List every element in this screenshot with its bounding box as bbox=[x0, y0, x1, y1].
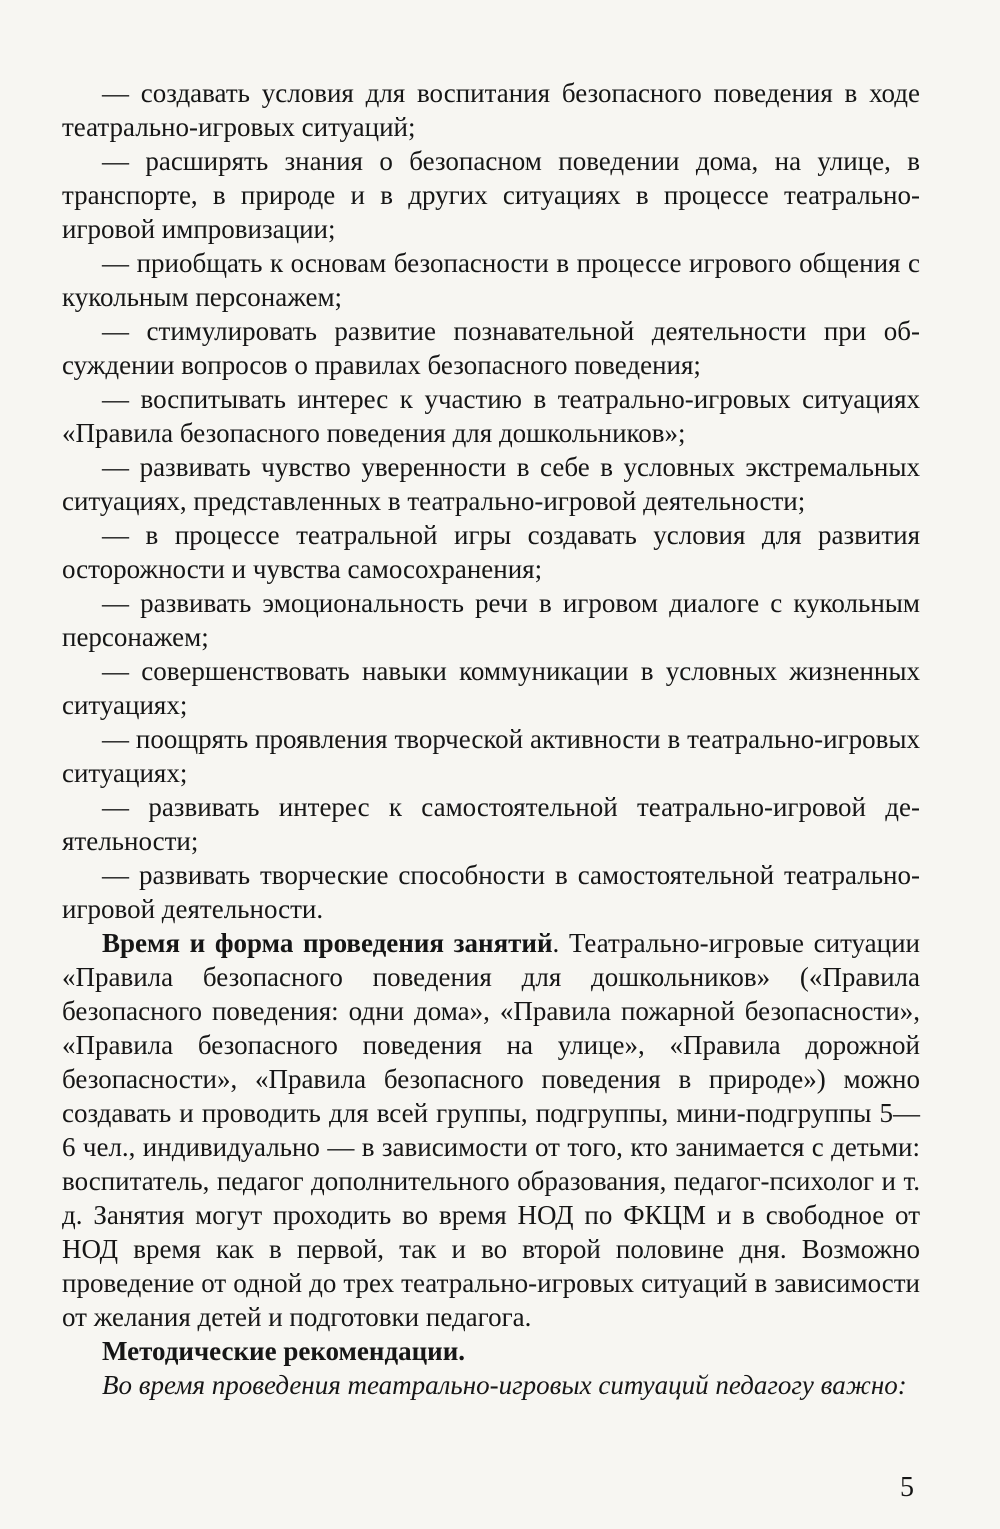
list-item-text: стимулировать развитие познавательной деятельности при обсуждении вопросов о правилах безопасного поведения; bbox=[62, 316, 920, 380]
time-and-form-text: . Театрально-игровые ситуации «Правила безопасного поведения для дошкольников» («Правила безопасного поведения: одни дома», «Правила пожарной безопасности», «Правила безопасного поведения на улице», «Правила дорожной безопасности», «Правила безопасного поведения в природе») можно создавать и проводить для всей группы, подгруппы, мини-подгруппы 5—6 чел., индивидуально — в зависимости от того, кто занимается с детьми: воспитатель, педагог дополнительного образования, педагог-психолог и т. д. Занятия могут проходить во время НОД по ФКЦМ и в свободное от НОД время как в первой, так и во второй половине дня. Возможно проведение от одной до трех театрально-игровых ситуаций в зависимости от желания детей и подготовки педагога. bbox=[62, 928, 920, 1332]
bullet-dash: — bbox=[102, 384, 129, 414]
list-item bbox=[62, 144, 920, 246]
list-item bbox=[62, 586, 920, 654]
list-item-text: совершенствовать навыки коммуникации в условных жизненных ситуациях; bbox=[62, 656, 920, 720]
time-and-form-paragraph bbox=[62, 926, 920, 1334]
list-item-text: создавать условия для воспитания безопасного поведения в ходе театрально-игровых ситуаций; bbox=[62, 78, 920, 142]
bullet-dash: — bbox=[102, 146, 129, 176]
bullet-dash: — bbox=[102, 860, 129, 890]
list-item-text: развивать интерес к самостоятельной театрально-игровой деятельности; bbox=[62, 792, 921, 856]
list-item-text: в процессе театральной игры создавать условия для развития осторожности и чувства самосохранения; bbox=[62, 520, 921, 584]
list-item-text: воспитывать интерес к участию в театрально-игровых ситуациях «Правила безопасного поведения для дошкольников»; bbox=[62, 384, 921, 448]
list-item bbox=[62, 790, 920, 858]
bullet-dash: — bbox=[102, 792, 129, 822]
list-item bbox=[62, 246, 920, 314]
list-item-text: развивать чувство уверенности в себе в условных экстремальных ситуациях, представленных в театрально-игровой деятельности; bbox=[62, 452, 921, 516]
list-item-text: поощрять проявления творческой активности в театрально-игровых ситуациях; bbox=[62, 724, 921, 788]
bullet-dash: — bbox=[102, 588, 129, 618]
bullet-dash: — bbox=[102, 656, 129, 686]
list-item bbox=[62, 722, 920, 790]
list-item bbox=[62, 654, 920, 722]
list-item-text: приобщать к основам безопасности в процессе игрового общения с кукольным персонажем; bbox=[62, 248, 921, 312]
bullet-dash: — bbox=[102, 452, 129, 482]
methodical-recommendations-heading: Методические рекомендации. bbox=[102, 1336, 466, 1366]
time-and-form-heading: Время и форма проведения занятий bbox=[102, 928, 553, 958]
list-item bbox=[62, 450, 920, 518]
page-body bbox=[62, 76, 920, 1402]
bullet-dash: — bbox=[102, 724, 129, 754]
list-item bbox=[62, 858, 920, 926]
list-item bbox=[62, 76, 920, 144]
bullet-dash: — bbox=[102, 78, 129, 108]
list-item bbox=[62, 382, 920, 450]
list-item-text: развивать творческие способности в самостоятельной театрально-игровой деятельности. bbox=[62, 860, 920, 924]
list-item-text: развивать эмоциональность речи в игровом диалоге с кукольным персонажем; bbox=[62, 588, 920, 652]
bullet-dash: — bbox=[102, 316, 129, 346]
list-item-text: расширять знания о безопасном поведении дома, на улице, в транспорте, в природе и в других ситуациях в процессе театрально-игровой импровизации; bbox=[62, 146, 920, 244]
methodical-intro: Во время проведения театрально-игровых ситуаций педагогу важно: bbox=[102, 1370, 907, 1400]
page-number: 5 bbox=[900, 1472, 914, 1503]
list-item bbox=[62, 518, 920, 586]
bullet-dash: — bbox=[102, 248, 129, 278]
list-item bbox=[62, 314, 920, 382]
bullet-dash: — bbox=[102, 520, 129, 550]
